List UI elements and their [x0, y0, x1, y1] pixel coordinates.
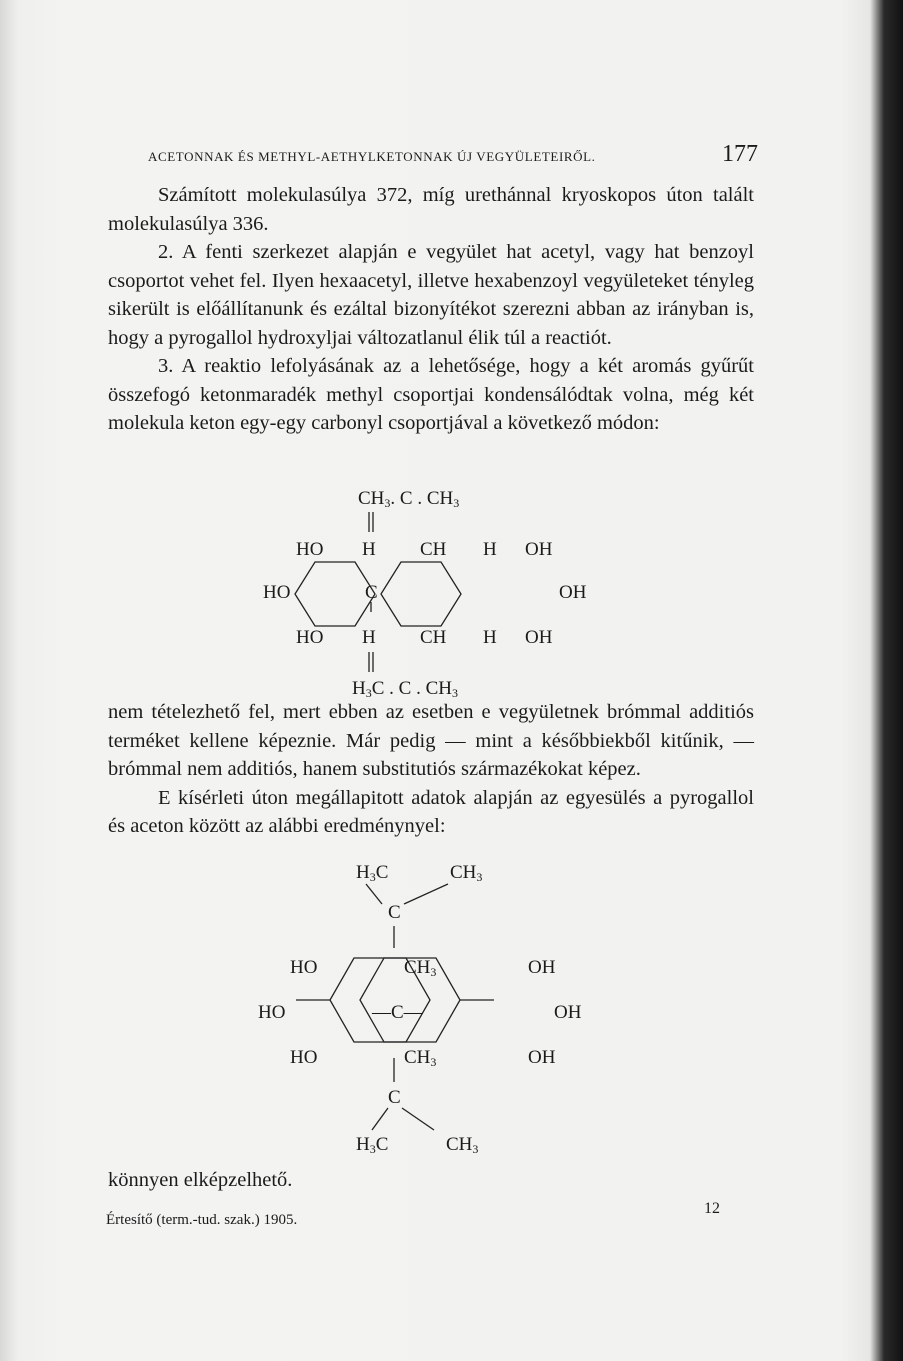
formula-1-ho-middle: HO — [263, 582, 291, 603]
formula-2-ho-upper: HO — [290, 957, 318, 978]
body-text-middle — [108, 698, 754, 841]
formula-2-top-h: H — [356, 862, 370, 883]
formula-1-top-ch: CH — [358, 488, 385, 509]
formula-1-top-sub: 3 — [384, 496, 391, 510]
formula-2-oh-lower: OH — [528, 1047, 556, 1068]
structural-formula-2 — [258, 862, 598, 1174]
formula-2-bottom-c: C — [388, 1087, 401, 1108]
paragraph-acetyl-benzoyl: 2. A fenti szerkezet alapján e vegyület hat acetyl, vagy hat benzoyl csoportot vehet fel. Ilyen hexaacetyl, illetve hexabenzoyl vegyületeket tényleg sikerült is előállítanunk és ezáltal bizonyítékot szerezni abban az irányban is, hogy a pyrogallol hydroxyljai változatlanul élik túl a reactiót. — [108, 241, 754, 349]
formula-2-ch3-upper — [404, 957, 436, 980]
footer-signature-number: 12 — [704, 1200, 720, 1217]
formula-1-bottom-h: H — [352, 678, 366, 699]
formula-2-top-c: C — [388, 902, 401, 923]
formula-2-oh-middle: OH — [554, 1002, 582, 1023]
footer-journal: Értesítő (term.-tud. szak.) 1905. — [106, 1212, 298, 1228]
formula-2-top-left-h3c — [356, 862, 388, 885]
header-page-number: 177 — [722, 141, 758, 167]
formula-1-oh-lower: OH — [525, 627, 553, 648]
formula-2-bottom-left-h3c — [356, 1134, 388, 1157]
formula-1-top-sub-2: 3 — [453, 496, 460, 510]
formula-1-oh-middle: OH — [559, 582, 587, 603]
formula-2-ch-upper-sub: 3 — [430, 965, 437, 979]
formula-1-c-middle: C — [365, 582, 378, 603]
formula-2-ch3-lower — [404, 1047, 436, 1070]
formula-2-center-c: —C— — [372, 1002, 423, 1023]
formula-1-h-lower-left: H — [362, 627, 376, 648]
formula-2-bottom-h: H — [356, 1134, 370, 1155]
formula-1-top-cch: . C . CH — [390, 488, 454, 509]
formula-2-ch-upper: CH — [404, 957, 431, 978]
structural-formula-1 — [255, 488, 595, 700]
paragraph-conclusion: könnyen elképzelhető. — [108, 1169, 293, 1191]
formula-1-h-lower-right: H — [483, 627, 497, 648]
formula-1-bottom-sub: 3 — [365, 686, 372, 700]
formula-2-top-ch: CH — [450, 862, 477, 883]
formula-1-ch-lower: CH — [420, 627, 447, 648]
formula-2-bottom-ch: CH — [446, 1134, 473, 1155]
formula-1-top-group — [358, 488, 459, 511]
formula-1-bottom-sub-2: 3 — [451, 686, 458, 700]
formula-1-ho-upper: HO — [296, 539, 324, 560]
formula-2-bonds — [258, 862, 598, 1174]
formula-1-ch-upper: CH — [420, 539, 447, 560]
running-header — [148, 141, 758, 171]
body-text-bottom — [108, 1166, 754, 1195]
body-text-top — [108, 181, 754, 438]
paragraph-reaction-possibility: 3. A reaktio lefolyásának az a lehetősége, hogy a két aromás gyűrűt összefogó ketonmaradék methyl csoportjai kondensálódtak volna, még két molekula keton egy-egy carbonyl csoportjával a következő módon: — [108, 355, 754, 434]
formula-2-ho-lower: HO — [290, 1047, 318, 1068]
formula-2-oh-upper: OH — [528, 957, 556, 978]
header-title: ACETONNAK ÉS METHYL-AETHYLKETONNAK ÚJ VEGYÜLETEIRŐL. — [148, 149, 596, 164]
paragraph-bromine: nem tételezhető fel, mert ebben az esetben e vegyületnek brómmal additiós terméket kellene képeznie. Már pedig — mint a későbbiekből kitűnik, — brómmal nem additiós, hanem substitutiós származékokat képez. — [108, 701, 754, 780]
formula-2-ch-lower: CH — [404, 1047, 431, 1068]
formula-2-ho-middle: HO — [258, 1002, 286, 1023]
formula-1-bonds — [255, 488, 595, 700]
formula-1-bottom-cch: C . C . CH — [371, 678, 452, 699]
formula-2-top-ch-sub: 3 — [476, 870, 483, 884]
formula-2-top-right-ch3 — [450, 862, 482, 885]
formula-2-top-h-sub: 3 — [369, 870, 376, 884]
formula-2-bottom-right-ch3 — [446, 1134, 478, 1157]
formula-1-h-upper-right: H — [483, 539, 497, 560]
formula-1-h-upper-left: H — [362, 539, 376, 560]
formula-2-top-c: C — [375, 862, 389, 883]
formula-2-ch-lower-sub: 3 — [430, 1055, 437, 1069]
formula-1-oh-upper: OH — [525, 539, 553, 560]
formula-2-bottom-h-sub: 3 — [369, 1142, 376, 1156]
formula-2-bottom-ch-sub: 3 — [472, 1142, 479, 1156]
formula-1-ho-lower: HO — [296, 627, 324, 648]
paragraph-molecular-weight: Számított molekulasúlya 372, míg urethánnal kryoskopos úton talált molekulasúlya 336. — [108, 184, 754, 235]
paragraph-result-intro: E kísérleti úton megállapitott adatok alapján az egyesülés a pyrogallol és aceton között az alábbi eredménynyel: — [108, 786, 754, 837]
formula-2-bottom-c-label: C — [375, 1134, 389, 1155]
